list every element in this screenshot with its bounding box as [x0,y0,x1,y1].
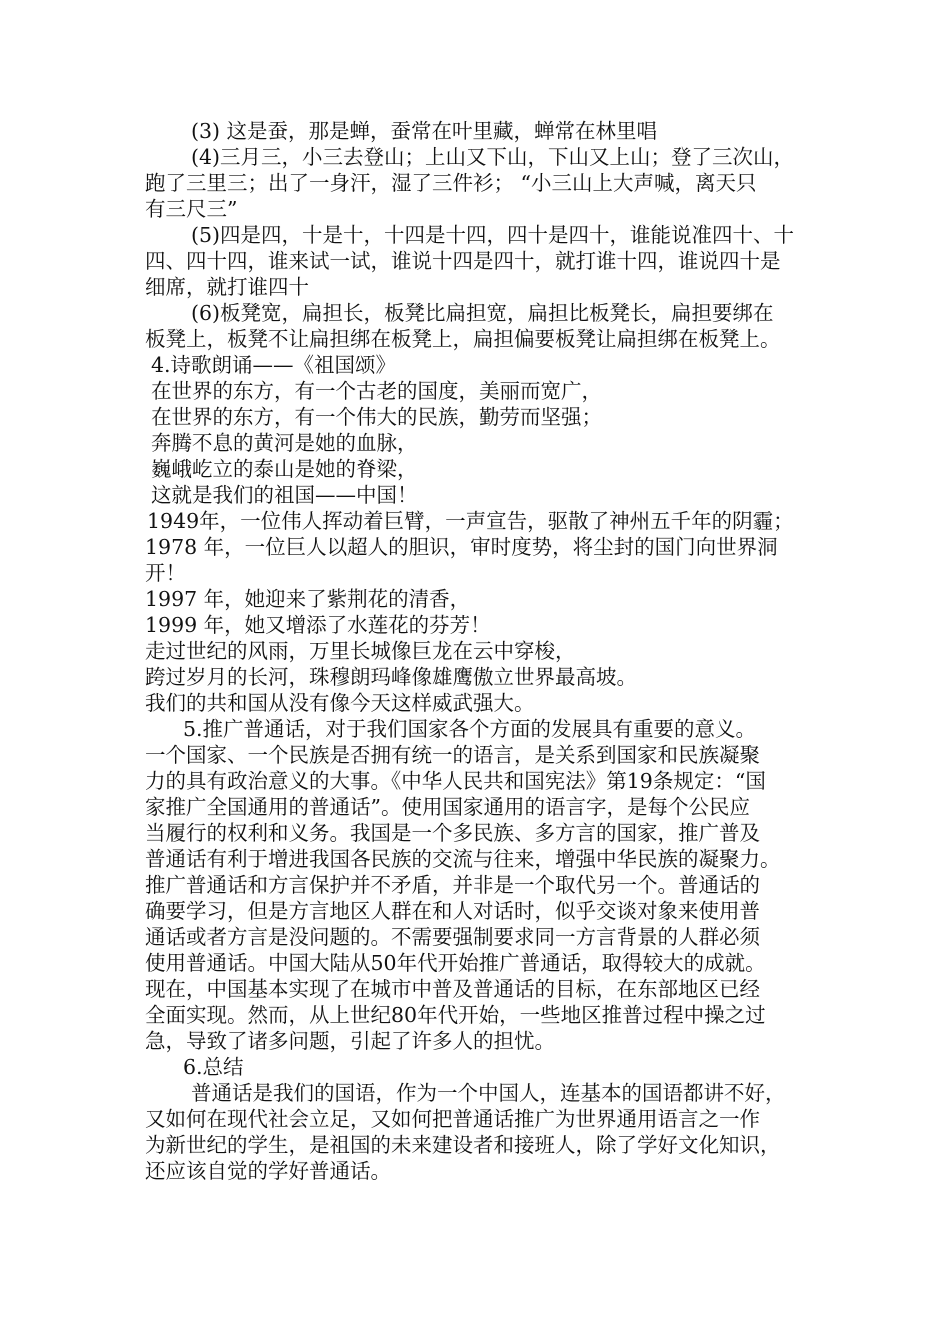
poem-line-1978: 1978 年，一位巨人以超人的胆识，审时度势，将尘封的国门向世界洞 [145,535,778,559]
section5-line: 现在，中国基本实现了在城市中普及普通话的目标，在东部地区已经 [145,977,760,1001]
section6-line: 又如何在现代社会立足，又如何把普通话推广为世界通用语言之一作 [145,1107,760,1131]
section5-line: 力的具有政治意义的大事。《中华人民共和国宪法》第19条规定：“国 [145,769,766,793]
section5-line: 推广普通话和方言保护并不矛盾，并非是一个取代另一个。普通话的 [145,873,760,897]
tongue-twister-5-line-2: 四、四十四，谁来试一试，谁说十四是四十，就打谁十四，谁说四十是 [145,249,781,273]
poem-line: 在世界的东方，有一个古老的国度，美丽而宽广， [151,379,602,403]
poem-line-1997: 1997 年，她迎来了紫荆花的清香， [145,587,471,611]
poem-line-1978-cont: 开！ [145,561,186,585]
tongue-twister-4-line-2: 跑了三里三；出了一身汗，湿了三件衫； “小三山上大声喊，离天只 [145,171,757,195]
section5-line: 全面实现。然而，从上世纪80年代开始，一些地区推普过程中操之过 [145,1003,766,1027]
tongue-twister-6-line-1: (6)板凳宽，扁担长，板凳比扁担宽，扁担比板凳长，扁担要绑在 [191,301,774,325]
section6-heading: 6.总结 [183,1055,244,1079]
tongue-twister-5-line-3: 细席，就打谁四十 [145,275,309,299]
poem-line: 这就是我们的祖国——中国！ [151,483,418,507]
section6-line: 为新世纪的学生，是祖国的未来建设者和接班人，除了学好文化知识， [145,1133,781,1157]
poem-closing-line: 跨过岁月的长河，珠穆朗玛峰像雄鹰傲立世界最高坡。 [145,665,637,689]
section5-line: 急，导致了诸多问题，引起了许多人的担忧。 [145,1029,555,1053]
section5-line: 确要学习，但是方言地区人群在和人对话时，似乎交谈对象来使用普 [145,899,760,923]
poem-closing-line: 走过世纪的风雨，万里长城像巨龙在云中穿梭， [145,639,576,663]
tongue-twister-3-line-1: (3) 这是蚕，那是蝉，蚕常在叶里藏，蝉常在林里唱 [191,119,658,143]
tongue-twister-5-line-1: (5)四是四，十是十，十四是十四，四十是四十，谁能说准四十、十 [191,223,795,247]
section5-line: 普通话有利于增进我国各民族的交流与往来，增强中华民族的凝聚力。 [145,847,781,871]
document-page [145,118,835,1184]
poem-closing-line: 我们的共和国从没有像今天这样威武强大。 [145,691,535,715]
poem-heading: 4.诗歌朗诵——《祖国颂》 [151,353,397,377]
section6-line: 普通话是我们的国语，作为一个中国人，连基本的国语都讲不好， [191,1081,786,1105]
section6-line: 还应该自觉的学好普通话。 [145,1159,391,1183]
poem-line-1999: 1999 年，她又增添了水莲花的芬芳！ [145,613,491,637]
tongue-twister-4-line-3: 有三尺三” [145,197,238,221]
section5-line: 使用普通话。中国大陆从50年代开始推广普通话，取得较大的成就。 [145,951,766,975]
tongue-twister-4-line-1: (4)三月三，小三去登山；上山又下山，下山又上山；登了三次山， [191,145,795,169]
poem-line: 奔腾不息的黄河是她的血脉， [151,431,418,455]
section5-line: 当履行的权利和义务。我国是一个多民族、多方言的国家，推广普及 [145,821,760,845]
poem-line: 在世界的东方，有一个伟大的民族，勤劳而坚强； [151,405,602,429]
poem-line-1949: 1949年，一位伟人挥动着巨臂，一声宣告，驱散了神州五千年的阴霾； [147,509,794,533]
section5-line: 一个国家、一个民族是否拥有统一的语言，是关系到国家和民族凝聚 [145,743,760,767]
section5-line: 通话或者方言是没问题的。不需要强制要求同一方言背景的人群必须 [145,925,760,949]
tongue-twister-6-line-2: 板凳上，板凳不让扁担绑在板凳上，扁担偏要板凳让扁担绑在板凳上。 [145,327,781,351]
section5-heading: 5.推广普通话，对于我们国家各个方面的发展具有重要的意义。 [183,717,757,741]
section5-line: 家推广全国通用的普通话”。使用国家通用的语言字，是每个公民应 [145,795,750,819]
poem-line: 巍峨屹立的泰山是她的脊梁， [151,457,418,481]
